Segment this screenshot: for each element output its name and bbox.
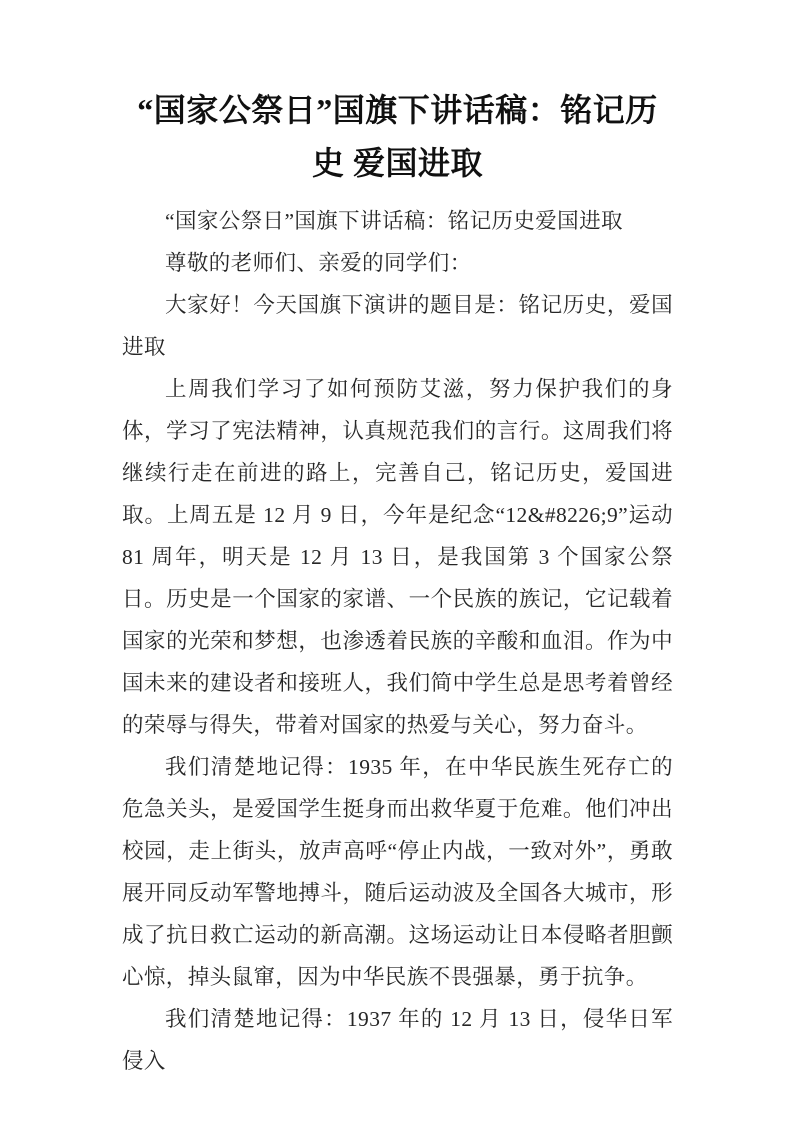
- document-body: [122, 200, 673, 1082]
- paragraph-salutation: 尊敬的老师们、亲爱的同学们：: [165, 251, 472, 275]
- paragraph-subtitle: “国家公祭日”国旗下讲话稿：铭记历史爱国进取: [165, 209, 623, 233]
- paragraph-body-2: 我们清楚地记得：1935 年，在中华民族生死存亡的危急关头，是爱国学生挺身而出救华夏于危难。他们冲出校园，走上街头，放声高呼“停止内战，一致对外”，勇敢展开同反动军警地搏斗，随后运动波及全国各大城市，形成了抗日救亡运动的新高潮。这场运动让日本侵略者胆颤心惊，掉头鼠窜，因为中华民族不畏强暴，勇于抗争。: [122, 755, 673, 989]
- paragraph-body-3: 我们清楚地记得：1937 年的 12 月 13 日，侵华日军侵入: [122, 1007, 673, 1073]
- paragraph-greeting: 大家好！今天国旗下演讲的题目是：铭记历史，爱国进取: [122, 293, 673, 359]
- document-title: “国家公祭日”国旗下讲话稿：铭记历史 爱国进取: [137, 92, 658, 181]
- paragraph-body-1: 上周我们学习了如何预防艾滋，努力保护我们的身体，学习了宪法精神，认真规范我们的言行。这周我们将继续行走在前进的路上，完善自己，铭记历史，爱国进取。上周五是 12 月 9 日，今年是纪念“12&#8226;9”运动 81 周年，明天是 12 月 13 日，是我国第 3 个国家公祭日。历史是一个国家的家谱、一个民族的族记，它记载着国家的光荣和梦想，也渗透着民族的辛酸和血泪。作为中国未来的建设者和接班人，我们简中学生总是思考着曾经的荣辱与得失，带着对国家的热爱与关心，努力奋斗。: [122, 377, 673, 737]
